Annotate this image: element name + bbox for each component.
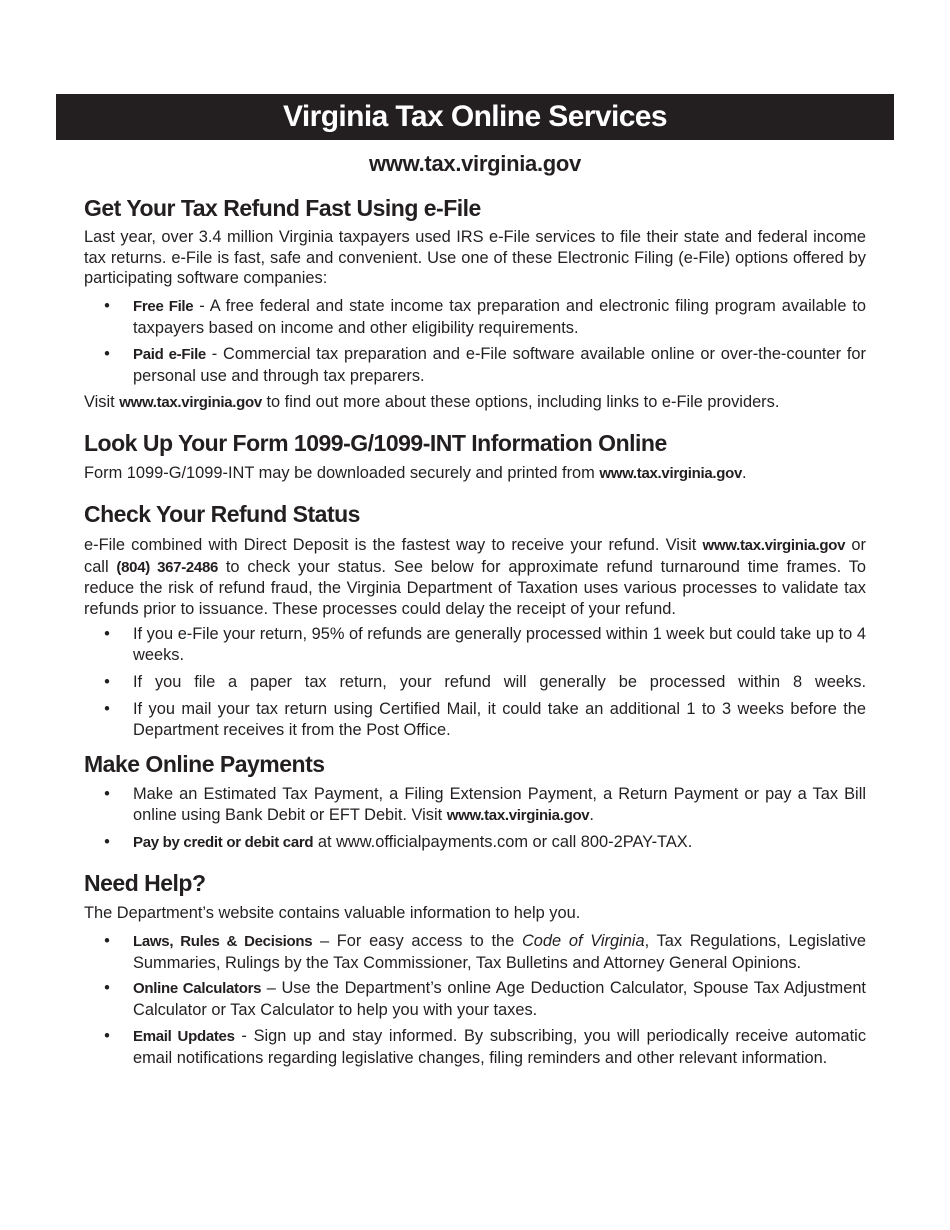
list-item: • If you e-File your return, 95% of refunds are generally processed within 1 week but could take up to 4 weeks. — [100, 624, 866, 665]
phone-number: (804) 367-2486 — [116, 558, 219, 576]
website-link[interactable]: www.tax.virginia.gov — [119, 394, 262, 411]
efile-heading: Get Your Tax Refund Fast Using e-File — [84, 195, 481, 221]
refund-heading: Check Your Refund Status — [84, 501, 360, 527]
email-updates-label: Email Updates — [133, 1028, 235, 1045]
list-item: • If you file a paper tax return, your refund will generally be processed within 8 weeks. — [100, 672, 866, 693]
laws-label: Laws, Rules & Decisions — [133, 933, 313, 950]
bullet-icon: • — [104, 297, 110, 315]
bullet-icon: • — [104, 833, 110, 851]
form1099-heading: Look Up Your Form 1099-G/1099-INT Information Online — [84, 430, 667, 456]
bullet-icon: • — [104, 673, 110, 691]
list-item: • Make an Estimated Tax Payment, a Filing Extension Payment, a Return Payment or pay a Tax Bill online using Bank Debit or EFT Debit. Visit www.tax.virginia.gov. — [100, 784, 866, 826]
website-url: www.tax.virginia.gov — [368, 151, 581, 176]
form1099-text: Form 1099-G/1099-INT may be downloaded securely and printed from www.tax.virginia.gov. — [84, 464, 747, 482]
paid-efile-text: - Commercial tax preparation and e-File software available online or over-the-counter for personal use and through tax preparers. — [133, 345, 866, 385]
free-file-label: Free File — [133, 298, 194, 315]
website-link[interactable]: www.tax.virginia.gov — [702, 537, 846, 554]
efile-intro: Last year, over 3.4 million Virginia taxpayers used IRS e-File services to file their state and federal income tax returns. e-File is fast, safe and convenient. Use one of these Electronic Filing (e-File) options offered by participating software companies: — [84, 228, 866, 287]
help-intro: The Department’s website contains valuable information to help you. — [84, 904, 581, 922]
calculators-label: Online Calculators — [133, 980, 262, 997]
list-item: • Laws, Rules & Decisions – For easy access to the Code of Virginia, Tax Regulations, Legislative Summaries, Rulings by the Tax Commissioner, Tax Bulletins and Attorney General Opinions. — [100, 931, 866, 973]
bullet-icon: • — [104, 979, 110, 997]
bullet-icon: • — [104, 932, 110, 950]
list-item — [100, 296, 866, 338]
bullet-icon: • — [104, 785, 110, 803]
list-item — [100, 344, 866, 386]
help-heading: Need Help? — [84, 870, 206, 896]
website-link[interactable]: www.tax.virginia.gov — [446, 806, 590, 824]
list-item: • If you mail your tax return using Certified Mail, it could take an additional 1 to 3 weeks before the Department receives it from the Post Office. — [100, 699, 866, 740]
bullet-icon: • — [104, 625, 110, 643]
list-item: • Online Calculators – Use the Department’s online Age Deduction Calculator, Spouse Tax Adjustment Calculator or Tax Calculator to help you with your taxes. — [100, 978, 866, 1020]
payments-heading: Make Online Payments — [84, 751, 325, 777]
efile-visit: Visit www.tax.virginia.gov to find out more about these options, including links to e-File providers. — [84, 393, 780, 411]
bullet-icon: • — [104, 700, 110, 718]
free-file-text: - A free federal and state income tax preparation and electronic filing program available to taxpayers based on income and other eligibility requirements. — [133, 297, 867, 337]
list-item: • Email Updates - Sign up and stay informed. By subscribing, you will periodically receive automatic email notifications regarding legislative changes, filing reminders and other relevant information. — [100, 1026, 866, 1068]
list-item: • Pay by credit or debit card at www.officialpayments.com or call 800-2PAY-TAX. — [100, 832, 866, 854]
paid-efile-label: Paid e-File — [133, 346, 206, 363]
website-link[interactable]: www.tax.virginia.gov — [599, 465, 743, 482]
bullet-icon: • — [104, 1027, 110, 1045]
page-title: Virginia Tax Online Services — [283, 100, 667, 133]
bullet-icon: • — [104, 345, 110, 363]
refund-text: e-File combined with Direct Deposit is the fastest way to receive your refund. Visit www.tax.virginia.gov or call (804) 367-2486 to check your status. See below for approximate refund turnaround time frames. To reduce the risk of refund fraud, the Virginia Department of Taxation uses various processes to validate tax refunds prior to issuance. These processes could delay the receipt of your refund. — [84, 536, 866, 618]
title-banner — [56, 94, 894, 140]
pay-by-card-label: Pay by credit or debit card — [133, 834, 314, 851]
